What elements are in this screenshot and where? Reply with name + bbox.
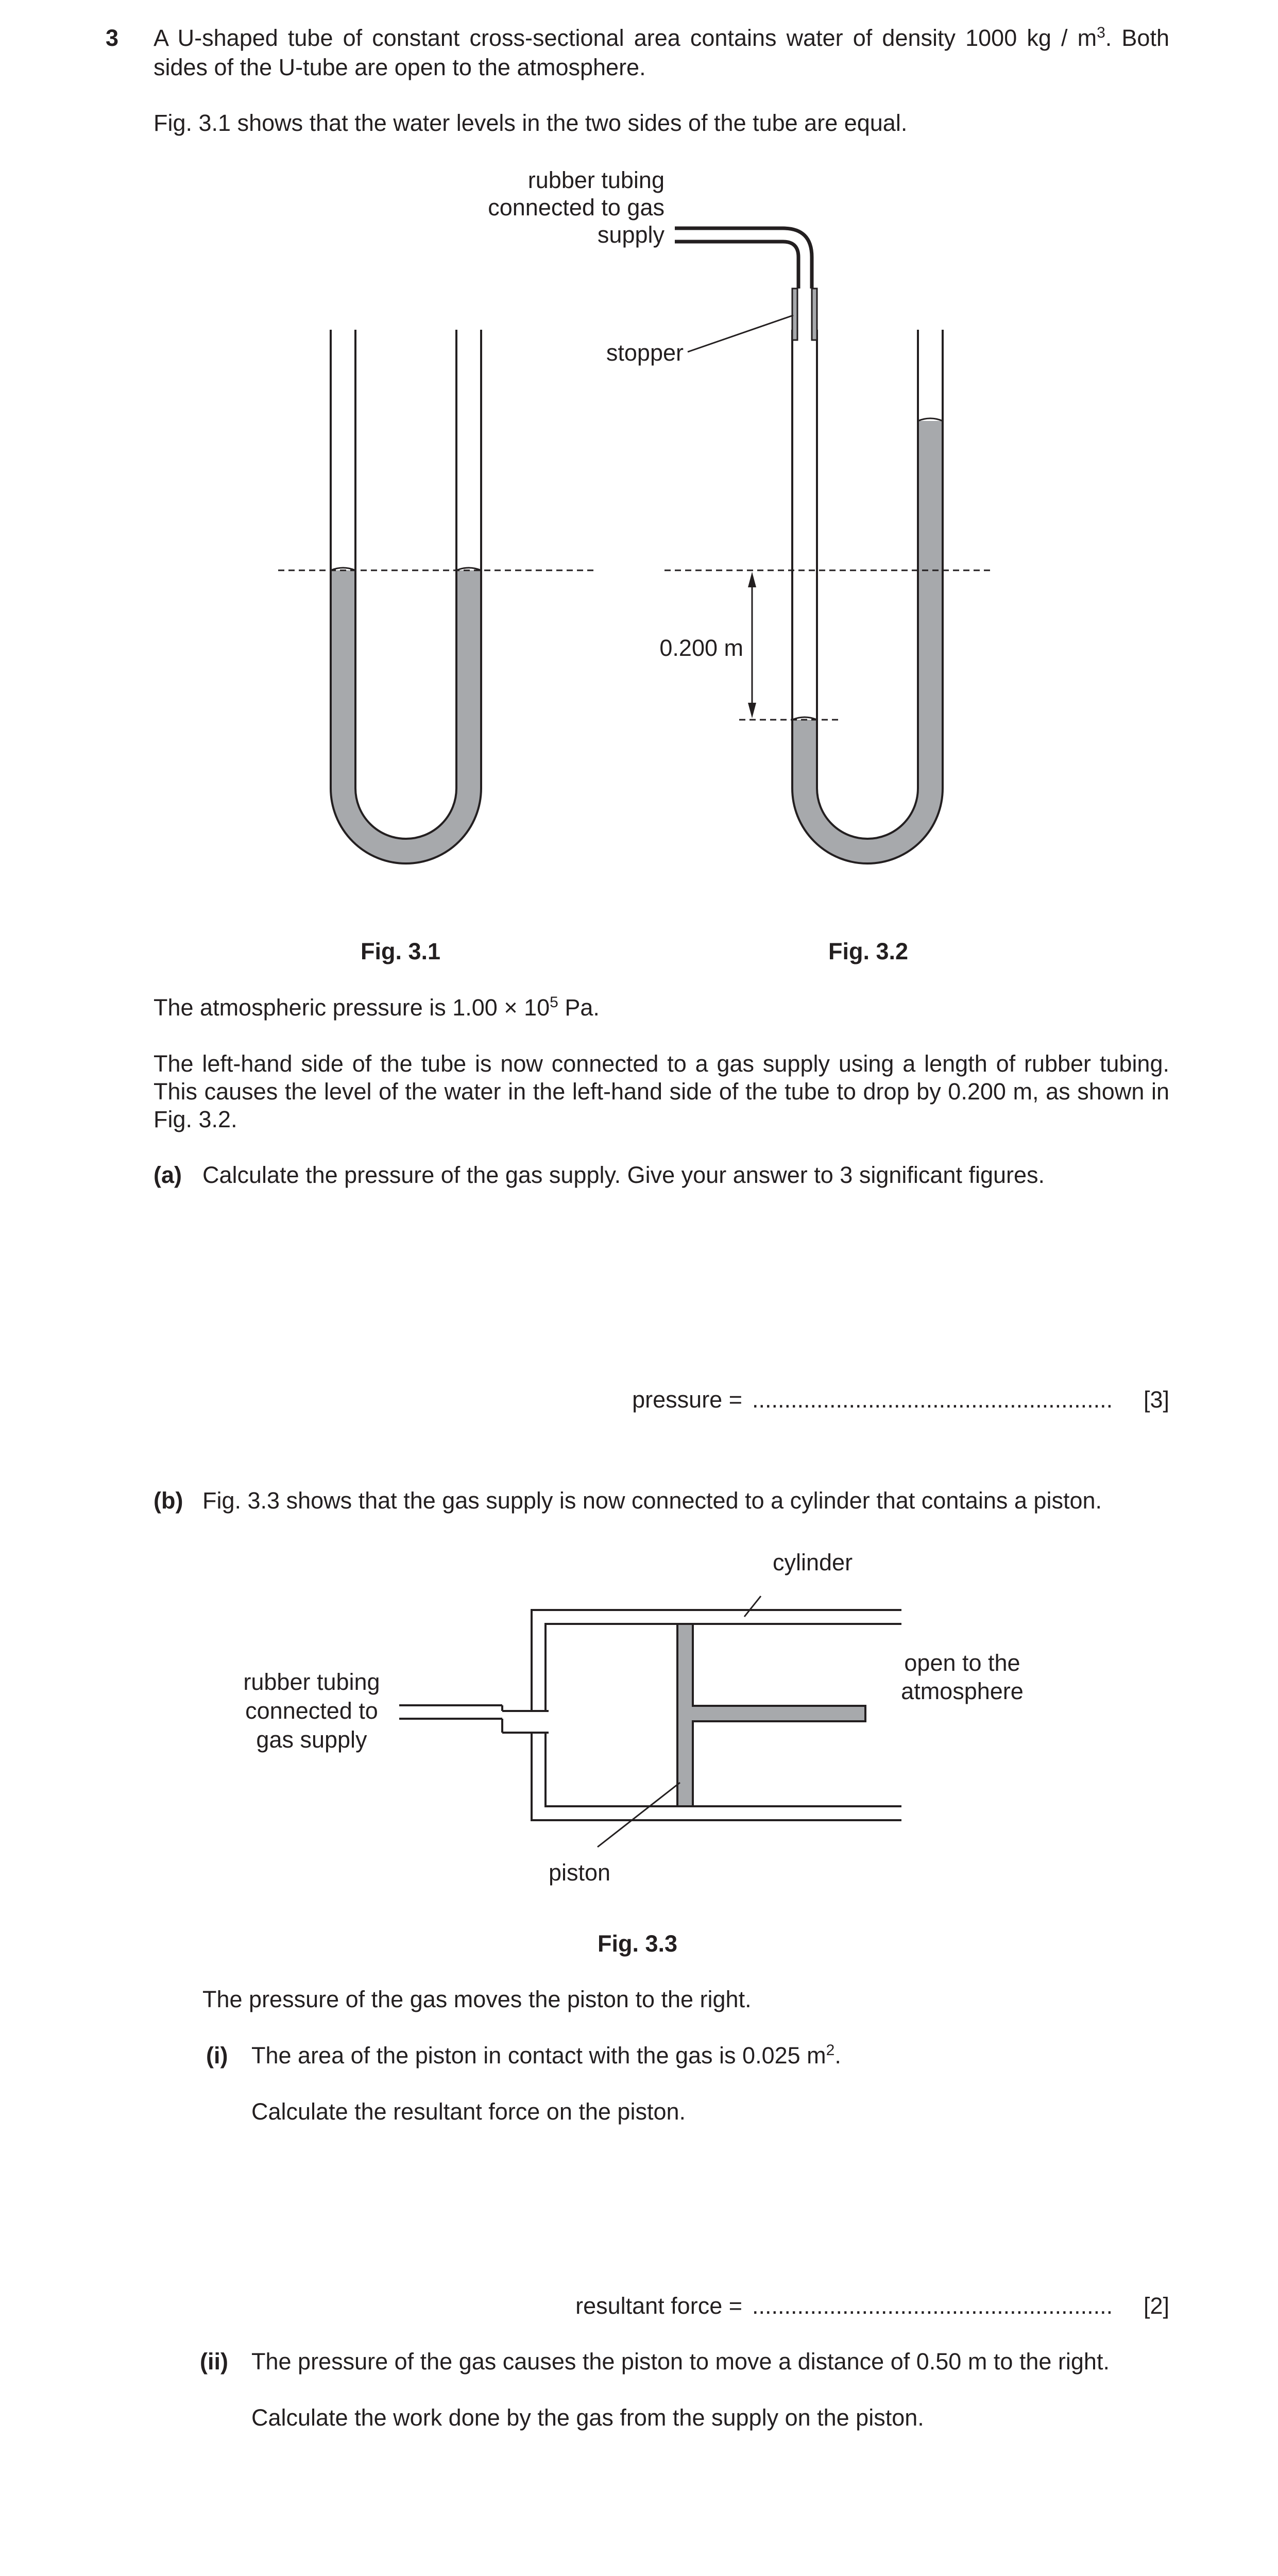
cylinder-pointer — [744, 1596, 761, 1617]
force-answer-line[interactable]: ........................................................ — [752, 2293, 1113, 2319]
piston — [677, 1624, 865, 1806]
fig32-caption-text: Fig. 3.2 — [828, 938, 909, 964]
part-b-i-label: (i) — [206, 2042, 228, 2069]
atm-sup: 5 — [550, 994, 558, 1011]
connection-line1: The left-hand side of the tube is now connected to a gas supply using a length of rubber tubing. — [154, 1050, 1169, 1077]
force-answer-label: resultant force = — [575, 2293, 742, 2319]
piston-pointer — [598, 1783, 680, 1847]
area-end: . — [834, 2042, 841, 2069]
fig31-water — [331, 570, 481, 863]
connection-line3: Fig. 3.2. — [154, 1106, 237, 1132]
part-b-ii-label: (ii) — [200, 2348, 228, 2375]
intro-text: A U-shaped tube of constant cross-sectional area contains water of density 1000 kg / m — [154, 25, 1097, 51]
rubber-tubing — [675, 228, 812, 289]
intro-end: . Both — [1105, 25, 1169, 51]
stopper-pointer — [688, 315, 793, 352]
fig31-description: Fig. 3.1 shows that the water levels in the two sides of the tube are equal. — [154, 110, 908, 136]
connection-line2: This causes the level of the water in the left-hand side of the tube to drop by 0.200 m, as shown in — [154, 1078, 1169, 1105]
atmospheric-pressure — [154, 993, 600, 1022]
rubber-label-1: rubber tubing — [243, 1669, 380, 1695]
fig32-water — [792, 421, 943, 863]
fig33-caption: Fig. 3.3 — [598, 1930, 678, 1957]
fig31-u-tube — [278, 330, 598, 863]
part-b-i-instruction: Calculate the resultant force on the piston. — [251, 2098, 686, 2125]
height-label: 0.200 m — [659, 635, 743, 661]
part-b-i-marks: [2] — [1143, 2293, 1169, 2319]
pressure-answer-line[interactable]: ........................................................ — [752, 1386, 1113, 1413]
intro-sup: 3 — [1097, 24, 1105, 41]
area-sup: 2 — [826, 2042, 835, 2059]
rubber-label-2: connected to — [245, 1698, 378, 1724]
stopper — [792, 289, 797, 340]
cylinder — [399, 1610, 901, 1820]
piston-label: piston — [549, 1859, 611, 1886]
part-b-ii-text: The pressure of the gas causes the piston to move a distance of 0.50 m to the right. — [251, 2348, 1110, 2375]
fig32-rubber-label-2: connected to gas — [488, 194, 664, 221]
area-text: The area of the piston in contact with the gas is 0.025 m — [251, 2042, 826, 2069]
atm-text: The atmospheric pressure is 1.00 × 10 — [154, 994, 550, 1021]
rubber-label-3: gas supply — [256, 1726, 367, 1753]
fig31-caption-text: Fig. 3.1 — [361, 938, 441, 964]
part-b-text: Fig. 3.3 shows that the gas supply is now connected to a cylinder that contains a piston. — [202, 1487, 1102, 1514]
piston-moves-text: The pressure of the gas moves the piston to the right. — [202, 1986, 752, 2012]
atm-unit: Pa. — [558, 994, 600, 1021]
part-a-marks: [3] — [1143, 1386, 1169, 1413]
part-b-ii-instruction: Calculate the work done by the gas from the supply on the piston. — [251, 2404, 924, 2431]
part-a-text: Calculate the pressure of the gas supply. Give your answer to 3 significant figures. — [202, 1162, 1045, 1188]
figures-3-1-3-2 — [0, 0, 1278, 917]
question-intro-line2: sides of the U-tube are open to the atmosphere. — [154, 54, 646, 80]
fig32-rubber-label-3: supply — [597, 222, 664, 248]
question-number: 3 — [106, 25, 119, 51]
cylinder-label: cylinder — [773, 1549, 853, 1575]
part-a-label: (a) — [154, 1162, 182, 1188]
open-label-1: open to the — [904, 1650, 1020, 1676]
stopper-label: stopper — [606, 340, 684, 366]
open-label-2: atmosphere — [901, 1678, 1024, 1704]
part-b-i-text — [251, 2041, 841, 2070]
fig32-u-tube — [664, 228, 992, 863]
fig32-rubber-label-1: rubber tubing — [527, 167, 664, 193]
pressure-answer-label: pressure = — [632, 1386, 742, 1413]
part-b-label: (b) — [154, 1487, 183, 1514]
